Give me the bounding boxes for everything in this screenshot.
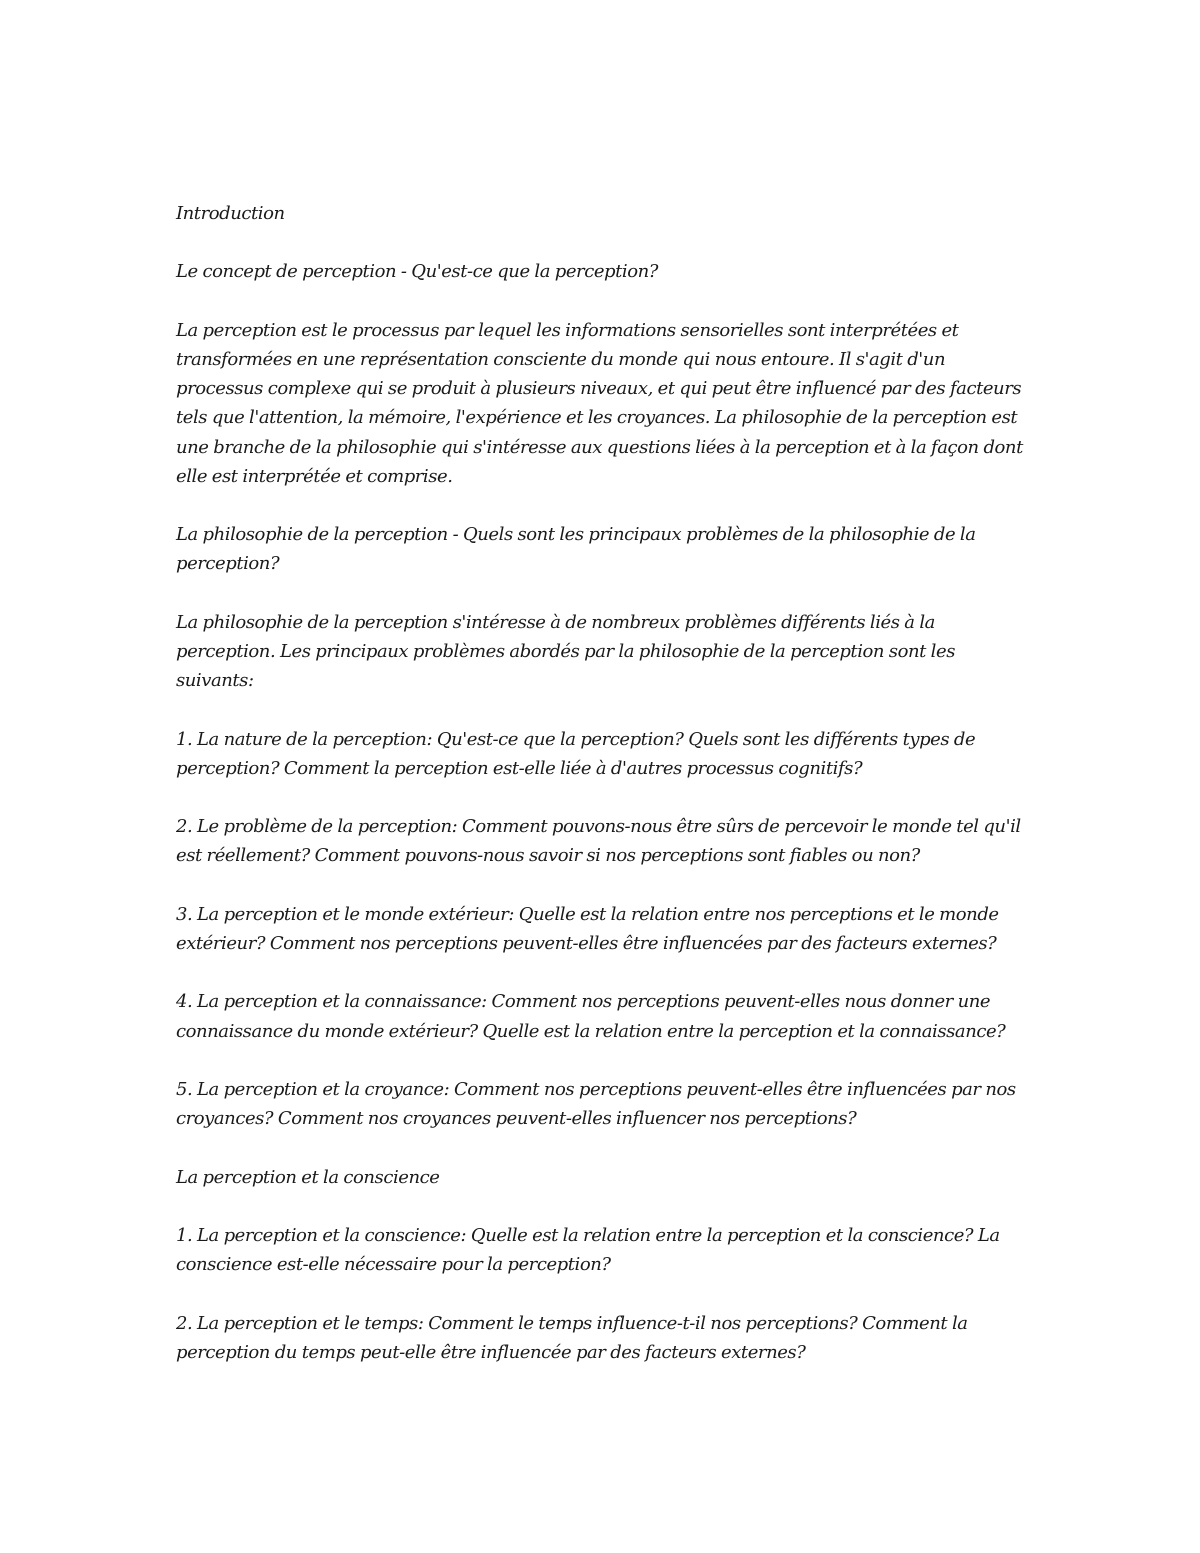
document-body <box>176 199 1036 1396</box>
list-item-external-world: 3. La perception et le monde extérieur: Quelle est la relation entre nos perceptions et le monde extérieur? Comment nos perceptions peuvent-elles être influencées par des facteurs externes? <box>176 903 999 954</box>
subheading-philosophy-of-perception: La philosophie de la perception - Quels sont les principaux problèmes de la philosophie de la perception? <box>176 524 976 575</box>
subheading-perception-and-consciousness: La perception et la conscience <box>176 1166 440 1188</box>
paragraph-main-problems: La philosophie de la perception s'intéresse à de nombreux problèmes différents liés à la perception. Les principaux problèmes abordés par la philosophie de la perception sont les suivants: <box>176 611 955 692</box>
list-item-belief: 5. La perception et la croyance: Comment nos perceptions peuvent-elles être influencées par nos croyances? Comment nos croyances peuvent-elles influencer nos perceptions? <box>176 1078 1016 1130</box>
list-item-knowledge: 4. La perception et la connaissance: Comment nos perceptions peuvent-elles nous donner une connaissance du monde extérieur? Quelle est la relation entre la perception et la connaissance? <box>176 991 1006 1042</box>
paragraph-perception-definition: La perception est le processus par lequel les informations sensorielles sont interprétées et transformées en une représentation consciente du monde qui nous entoure. Il s'agit d'un processus complexe qui se produit à plusieurs niveaux, et qui peut être influencé par des facteurs tels que l'attention, la mémoire, l'expérience et les croyances. La philosophie de la perception est une branche de la philosophie qui s'intéresse aux questions liées à la perception et à la façon dont elle est interprétée et comprise. <box>176 319 1023 487</box>
list-item-nature-of-perception: 1. La nature de la perception: Qu'est-ce que la perception? Quels sont les différents types de perception? Comment la perception est-elle liée à d'autres processus cognitifs? <box>176 728 976 779</box>
list-item-time: 2. La perception et le temps: Comment le temps influence-t-il nos perceptions? Comment la perception du temps peut-elle être influencée par des facteurs externes? <box>176 1312 968 1363</box>
section-heading-introduction: Introduction <box>176 203 285 224</box>
list-item-consciousness: 1. La perception et la conscience: Quelle est la relation entre la perception et la conscience? La conscience est-elle nécessaire pour la perception? <box>176 1224 1000 1276</box>
list-item-problem-of-perception: 2. Le problème de la perception: Comment pouvons-nous être sûrs de percevoir le monde tel qu'il est réellement? Comment pouvons-nous savoir si nos perceptions sont fiables ou non? <box>176 816 1021 867</box>
subheading-concept-of-perception: Le concept de perception - Qu'est-ce que la perception? <box>176 261 658 283</box>
